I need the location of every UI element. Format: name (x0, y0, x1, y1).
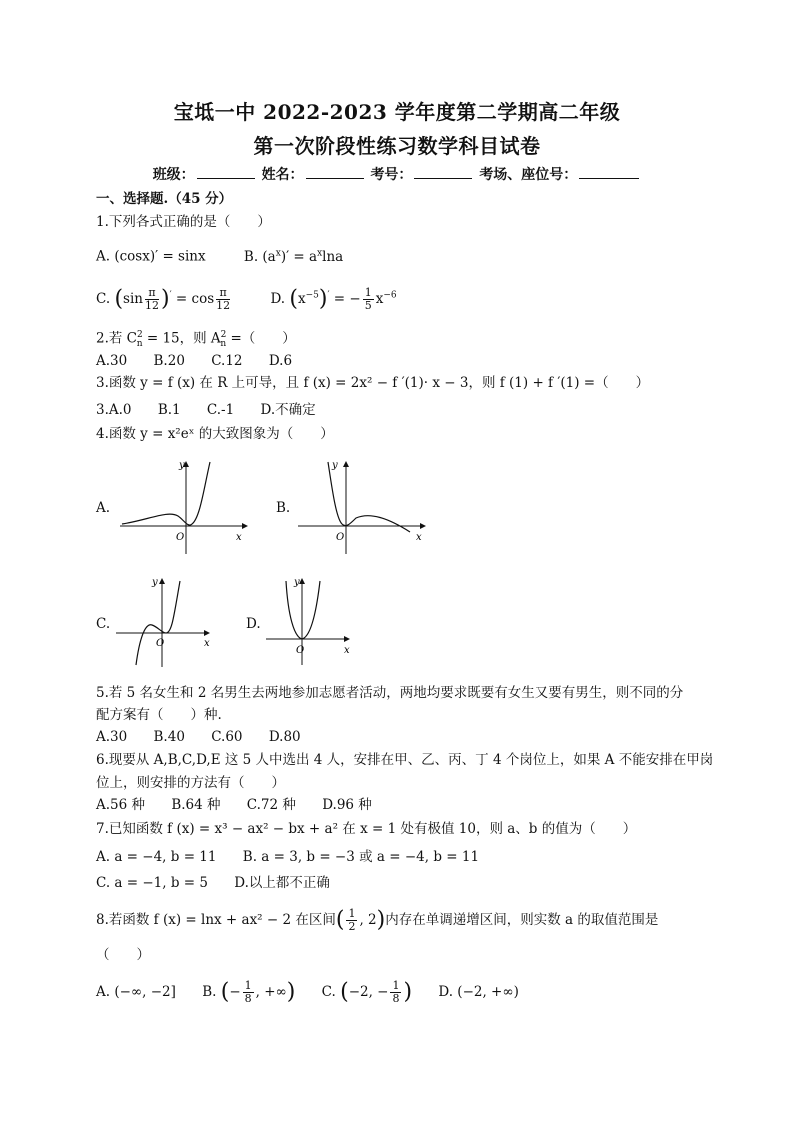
q4-b-origin: O (336, 532, 345, 543)
q4-c-x-label: x (204, 638, 210, 649)
class-label: 班级： (152, 167, 195, 183)
q8-option-b: B. (− $\frac{1}{8}$ , +∞) (202, 979, 296, 1005)
q2-option-b: B.20 (153, 353, 185, 369)
name-label: 姓名： (261, 167, 304, 183)
q3-option-c: C.-1 (206, 402, 235, 418)
name-blank[interactable] (306, 166, 364, 179)
q1-option-b: B. $(a^x)' = a^x\ln a$ (243, 248, 344, 265)
q2-stem: 2.若 $C^2_n = 15$，则 $A^2_n$ =（ ） (96, 330, 296, 350)
section-heading: 一、选择题.（45 分） (96, 191, 233, 207)
q7-option-a: A. a = −4, b = 11 (96, 849, 217, 865)
seat-blank[interactable] (579, 166, 639, 179)
q2-option-d: D.6 (268, 353, 293, 369)
q4-graph-d (264, 575, 364, 670)
exam-no-label: 考号： (370, 167, 413, 183)
q5-option-a: A.30 (96, 729, 128, 745)
q6-options (96, 796, 372, 814)
q6-option-c: C.72 种 (246, 797, 296, 813)
q4-b-y-label: y (332, 460, 338, 471)
q3-option-a: 3.A.0 (96, 402, 132, 418)
q7-options-cd (96, 874, 330, 892)
q7-options-ab (96, 848, 479, 866)
q5-stem-line1: 5.若 5 名女生和 2 名男生去两地参加志愿者活动，两地均要求既要有女生又要有男生，则不同的分 (96, 685, 684, 701)
q5-options (96, 728, 301, 746)
q4-d-origin: O (296, 645, 305, 656)
q6-option-b: B.64 种 (171, 797, 221, 813)
q6-option-a: A.56 种 (96, 797, 146, 813)
q4-a-origin: O (176, 532, 185, 543)
q1-option-a: A. (cosx)′ = sinx (96, 248, 206, 265)
q4-stem: 4.函数 y = x²eˣ 的大致图象为（ ） (96, 426, 334, 442)
q7-stem: 7.已知函数 f (x) = x³ − ax² − bx + a² 在 x = 1 处有极值 10，则 a、b 的值为（ ） (96, 821, 637, 837)
q1-options-cd (96, 286, 397, 312)
q6-option-d: D.96 种 (322, 797, 372, 813)
q4-d-y-label: y (294, 577, 300, 588)
q1-option-d: D. $(x^{-5})'$ = − $\frac{1}{5}$ $x^{-6}$ (270, 285, 397, 312)
q1-stem: 1.下列各式正确的是（ ） (96, 214, 271, 230)
q5-option-b: B.40 (153, 729, 185, 745)
class-blank[interactable] (197, 166, 255, 179)
q1-options-ab (96, 244, 343, 266)
q4-graph-c (114, 575, 224, 670)
q4-c-y-label: y (152, 577, 158, 588)
q2-options (96, 352, 292, 370)
q5-option-c: C.60 (211, 729, 243, 745)
q4-a-x-label: x (236, 532, 242, 543)
q8-option-a: A. (−∞, −2] (96, 984, 176, 1000)
q4-c-origin: O (156, 638, 165, 649)
seat-label: 考场、座位号： (479, 167, 578, 183)
q2-option-a: A.30 (96, 353, 128, 369)
q3-option-d: D.不确定 (260, 402, 316, 418)
q5-stem-line2: 配方案有（ ）种. (96, 707, 222, 723)
q4-label-c: C. (96, 616, 111, 632)
q7-option-c: C. a = −1, b = 5 (96, 875, 208, 891)
exam-title-line1: 宝坻一中 2022-2023 学年度第二学期高二年级 (173, 100, 621, 124)
q6-stem-line1: 6.现要从 A,B,C,D,E 这 5 人中选出 4 人，安排在甲、乙、丙、丁 4 个岗位上，如果 A 不能安排在甲岗 (96, 752, 714, 768)
exam-title-line2: 第一次阶段性练习数学科目试卷 (253, 134, 541, 158)
q4-graph-b (296, 458, 436, 558)
q6-stem-line2: 位上，则安排的方法有（ ） (96, 775, 285, 791)
q2-option-c: C.12 (211, 353, 243, 369)
student-info-row (0, 164, 794, 184)
q8-option-c: C. (−2, − $\frac{1}{8}$ ) (321, 979, 413, 1005)
q7-option-d: D.以上都不正确 (234, 875, 330, 891)
q7-option-b: B. a = 3, b = −3 或 a = −4, b = 11 (242, 849, 480, 865)
q1-option-c: C. (sin $\frac{\pi}{12}$ )′ = cos $\frac{\pi}{12}$ (96, 285, 231, 312)
q8-stem: 8.若函数 f (x) = lnx + ax² − 2 在区间( $\frac{1}{2}$ , 2)内存在单调递增区间，则实数 a 的取值范围是 (96, 907, 659, 933)
q3-option-b: B.1 (157, 402, 181, 418)
q4-label-b: B. (276, 500, 291, 516)
exam-no-blank[interactable] (414, 166, 472, 179)
q4-d-x-label: x (344, 645, 350, 656)
q5-option-d: D.80 (268, 729, 301, 745)
q8-paren: （ ） (96, 947, 150, 963)
q4-b-x-label: x (416, 532, 422, 543)
q3-options (96, 401, 316, 419)
q4-label-a: A. (96, 500, 111, 516)
q3-stem: 3.函数 y = f (x) 在 R 上可导，且 f (x) = 2x² − f ′(1)· x − 3，则 f (1) + f ′(1) =（ ） (96, 375, 650, 391)
q8-options (96, 980, 519, 1005)
q4-graph-a (118, 458, 258, 558)
q4-label-d: D. (246, 616, 261, 632)
q8-option-d: D. (−2, +∞) (438, 984, 519, 1000)
q4-a-y-label: y (179, 460, 185, 471)
